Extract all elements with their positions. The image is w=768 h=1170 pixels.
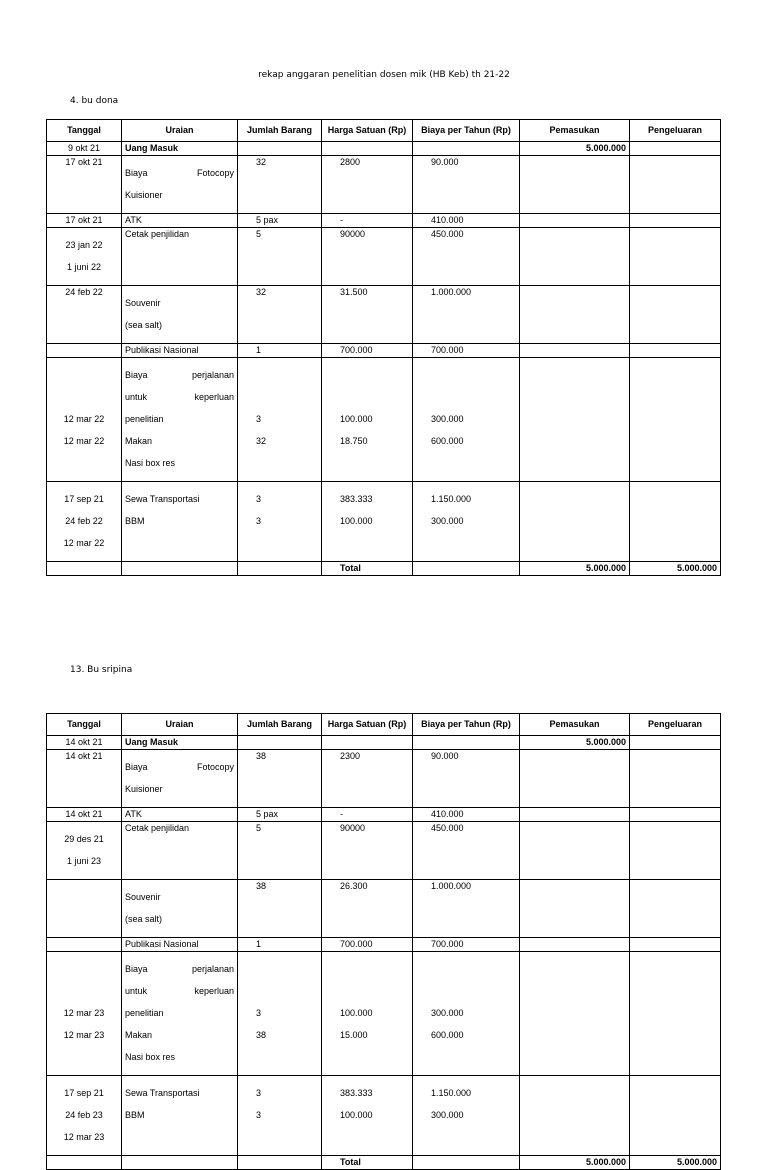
cost-text: 300.000 [431,1008,464,1018]
cost-text: 600.000 [431,436,464,446]
expense-cell [630,750,721,808]
cost-cell: 90.000 [413,156,520,214]
expense-cell [630,214,721,228]
date-text: 12 mar 23 [63,1030,105,1040]
income-cell [520,822,630,880]
expense-cell [630,808,721,822]
description-text: Nasi box res [125,458,176,468]
date-text: 29 des 21 [64,834,104,844]
quantity-cell: 38 [238,880,322,938]
cost-cell [413,482,520,562]
date-cell [47,938,122,952]
date-text: 1 juni 23 [66,856,102,866]
description-cell: Cetak penjilidan [122,822,238,880]
cost-cell: 410.000 [413,808,520,822]
date-cell: 14 okt 21 [47,808,122,822]
income-cell [520,880,630,938]
cost-cell: 1.000.000 [413,880,520,938]
quantity-cell: 1 [238,938,322,952]
description-text: Kuisioner [125,190,163,200]
cost-text: 300.000 [431,516,464,526]
description-cell: ATK [122,808,238,822]
description-text: keperluan [194,392,234,402]
date-text: 23 jan 22 [65,240,103,250]
table-header-row [47,120,721,142]
date-cell [47,228,122,286]
date-text: 24 feb 23 [65,1110,103,1120]
price-cell: 26.300 [322,880,413,938]
date-text: 17 sep 21 [64,494,104,504]
description-cell: Publikasi Nasional [122,938,238,952]
column-header: Tanggal [47,714,122,736]
income-cell [520,750,630,808]
description-cell [122,952,238,1076]
budget-table [46,713,721,1170]
description-text: penelitian [125,414,164,424]
description-text: (sea salt) [125,914,163,924]
expense-cell [630,142,721,156]
income-cell: 5.000.000 [520,736,630,750]
cost-cell [413,142,520,156]
quantity-cell [238,736,322,750]
table-row [47,286,721,344]
column-header: Harga Satuan (Rp) [322,714,413,736]
cost-cell: 90.000 [413,750,520,808]
income-cell [520,286,630,344]
cost-text: 1.150.000 [431,1088,472,1098]
expense-cell [630,286,721,344]
income-cell [520,214,630,228]
total-income: 5.000.000 [520,1156,630,1170]
date-text: 12 mar 22 [63,436,105,446]
description-text: BBM [125,1110,145,1120]
date-text: 1 juni 22 [66,262,102,272]
expense-cell [630,952,721,1076]
quantity-cell: 32 [238,286,322,344]
date-cell [47,482,122,562]
column-header: Biaya per Tahun (Rp) [413,714,520,736]
expense-cell [630,880,721,938]
description-text: penelitian [125,1008,164,1018]
price-text: 383.333 [340,494,373,504]
total-income: 5.000.000 [520,562,630,576]
total-expense: 5.000.000 [630,1156,721,1170]
description-text: Sewa Transportasi [125,1088,200,1098]
price-cell: 700.000 [322,344,413,358]
price-cell: - [322,808,413,822]
income-cell [520,358,630,482]
table-row [47,952,721,1076]
quantity-cell [238,562,322,576]
price-cell [322,952,413,1076]
total-label: Total [322,1156,413,1170]
date-text: 17 sep 21 [64,1088,104,1098]
description-text: Sewa Transportasi [125,494,200,504]
description-text: untuk [125,392,148,402]
description-cell: Uang Masuk [122,736,238,750]
date-text: 12 mar 23 [63,1008,105,1018]
column-header: Pemasukan [520,714,630,736]
description-text: Makan [125,436,153,446]
description-cell [122,156,238,214]
quantity-text: 3 [256,1008,262,1018]
cost-cell: 700.000 [413,938,520,952]
budget-table [46,119,721,576]
description-cell [122,750,238,808]
quantity-text: 3 [256,1110,262,1120]
description-cell: Publikasi Nasional [122,344,238,358]
description-text: perjalanan [191,370,234,380]
total-row [47,1156,721,1170]
table-row [47,214,721,228]
table-row [47,358,721,482]
quantity-text: 3 [256,494,262,504]
quantity-cell [238,358,322,482]
quantity-text: 3 [256,1088,262,1098]
description-cell [122,482,238,562]
description-text: BBM [125,516,145,526]
quantity-cell [238,952,322,1076]
quantity-cell: 5 [238,228,322,286]
description-text: Souvenir [125,892,161,902]
cost-cell: 410.000 [413,214,520,228]
date-cell: 14 okt 21 [47,750,122,808]
description-cell: Cetak penjilidan [122,228,238,286]
quantity-text: 32 [256,436,267,446]
document-title: rekap anggaran penelitian dosen mik (HB Keb) th 21-22 [258,70,510,80]
income-cell: 5.000.000 [520,142,630,156]
table-row [47,750,721,808]
table-row [47,482,721,562]
date-cell [47,952,122,1076]
price-cell: 90000 [322,822,413,880]
date-cell: 9 okt 21 [47,142,122,156]
expense-cell [630,736,721,750]
description-text: untuk [125,986,148,996]
description-cell [122,286,238,344]
quantity-cell [238,482,322,562]
quantity-cell: 38 [238,750,322,808]
description-text: Souvenir [125,298,161,308]
cost-cell [413,952,520,1076]
expense-cell [630,156,721,214]
column-header: Pengeluaran [630,714,721,736]
date-cell: 14 okt 21 [47,736,122,750]
table-row [47,808,721,822]
income-cell [520,952,630,1076]
income-cell [520,156,630,214]
date-cell [47,880,122,938]
table-row [47,142,721,156]
date-text: 12 mar 23 [63,1132,105,1142]
quantity-text: 3 [256,516,262,526]
cost-text: 300.000 [431,1110,464,1120]
quantity-cell: 32 [238,156,322,214]
expense-cell [630,228,721,286]
price-cell [322,482,413,562]
quantity-cell [238,142,322,156]
quantity-cell [238,1076,322,1156]
price-cell: 90000 [322,228,413,286]
section-heading: 4. bu dona [70,96,119,106]
price-cell: 700.000 [322,938,413,952]
description-cell [122,562,238,576]
income-cell [520,1076,630,1156]
description-text: Biaya [125,964,148,974]
quantity-cell: 5 pax [238,808,322,822]
table-row [47,344,721,358]
price-text: 15.000 [340,1030,368,1040]
date-cell [47,562,122,576]
price-cell [322,358,413,482]
section-heading: 13. Bu sripina [70,665,133,675]
date-text: 12 mar 22 [63,414,105,424]
income-cell [520,482,630,562]
date-cell [47,1156,122,1170]
cost-text: 300.000 [431,414,464,424]
description-text: Biaya [125,762,148,772]
price-text: 18.750 [340,436,368,446]
table-row [47,822,721,880]
date-cell: 17 okt 21 [47,156,122,214]
price-cell [322,1076,413,1156]
cost-cell: 1.000.000 [413,286,520,344]
table-row [47,228,721,286]
description-text: keperluan [194,986,234,996]
description-text: Fotocopy [196,762,234,772]
table-row [47,156,721,214]
column-header: Uraian [122,120,238,142]
price-text: 100.000 [340,1110,373,1120]
date-cell [47,822,122,880]
date-cell [47,1076,122,1156]
cost-cell: 450.000 [413,228,520,286]
expense-cell [630,358,721,482]
total-label: Total [322,562,413,576]
price-text: 383.333 [340,1088,373,1098]
cost-cell [413,1156,520,1170]
table-row [47,938,721,952]
description-cell [122,880,238,938]
cost-text: 600.000 [431,1030,464,1040]
price-text: 100.000 [340,1008,373,1018]
table-row [47,880,721,938]
quantity-text: 3 [256,414,262,424]
description-text: Nasi box res [125,1052,176,1062]
price-cell [322,736,413,750]
cost-cell [413,736,520,750]
price-cell: 2300 [322,750,413,808]
price-cell: - [322,214,413,228]
column-header: Biaya per Tahun (Rp) [413,120,520,142]
description-text: (sea salt) [125,320,163,330]
total-row [47,562,721,576]
table-row [47,736,721,750]
price-cell: 2800 [322,156,413,214]
description-text: Biaya [125,168,148,178]
income-cell [520,344,630,358]
date-cell: 24 feb 22 [47,286,122,344]
column-header: Pengeluaran [630,120,721,142]
price-cell [322,142,413,156]
price-text: 100.000 [340,516,373,526]
cost-cell: 450.000 [413,822,520,880]
income-cell [520,938,630,952]
column-header: Pemasukan [520,120,630,142]
date-cell [47,358,122,482]
table-header-row [47,714,721,736]
price-text: 100.000 [340,414,373,424]
description-text: perjalanan [191,964,234,974]
date-cell [47,344,122,358]
description-text: Biaya [125,370,148,380]
quantity-cell [238,1156,322,1170]
date-cell: 17 okt 21 [47,214,122,228]
description-text: Fotocopy [196,168,234,178]
expense-cell [630,938,721,952]
total-expense: 5.000.000 [630,562,721,576]
description-cell [122,1156,238,1170]
expense-cell [630,344,721,358]
column-header: Tanggal [47,120,122,142]
expense-cell [630,482,721,562]
quantity-cell: 5 [238,822,322,880]
cost-cell [413,562,520,576]
expense-cell [630,1076,721,1156]
cost-cell [413,1076,520,1156]
column-header: Harga Satuan (Rp) [322,120,413,142]
column-header: Jumlah Barang [238,120,322,142]
cost-cell [413,358,520,482]
description-text: Makan [125,1030,153,1040]
price-cell: 31.500 [322,286,413,344]
expense-cell [630,822,721,880]
table-row [47,1076,721,1156]
description-cell: ATK [122,214,238,228]
quantity-cell: 1 [238,344,322,358]
income-cell [520,808,630,822]
description-cell [122,358,238,482]
quantity-cell: 5 pax [238,214,322,228]
description-cell [122,1076,238,1156]
cost-cell: 700.000 [413,344,520,358]
description-cell: Uang Masuk [122,142,238,156]
date-text: 12 mar 22 [63,538,105,548]
quantity-text: 38 [256,1030,267,1040]
income-cell [520,228,630,286]
date-text: 24 feb 22 [65,516,103,526]
column-header: Jumlah Barang [238,714,322,736]
column-header: Uraian [122,714,238,736]
cost-text: 1.150.000 [431,494,472,504]
description-text: Kuisioner [125,784,163,794]
